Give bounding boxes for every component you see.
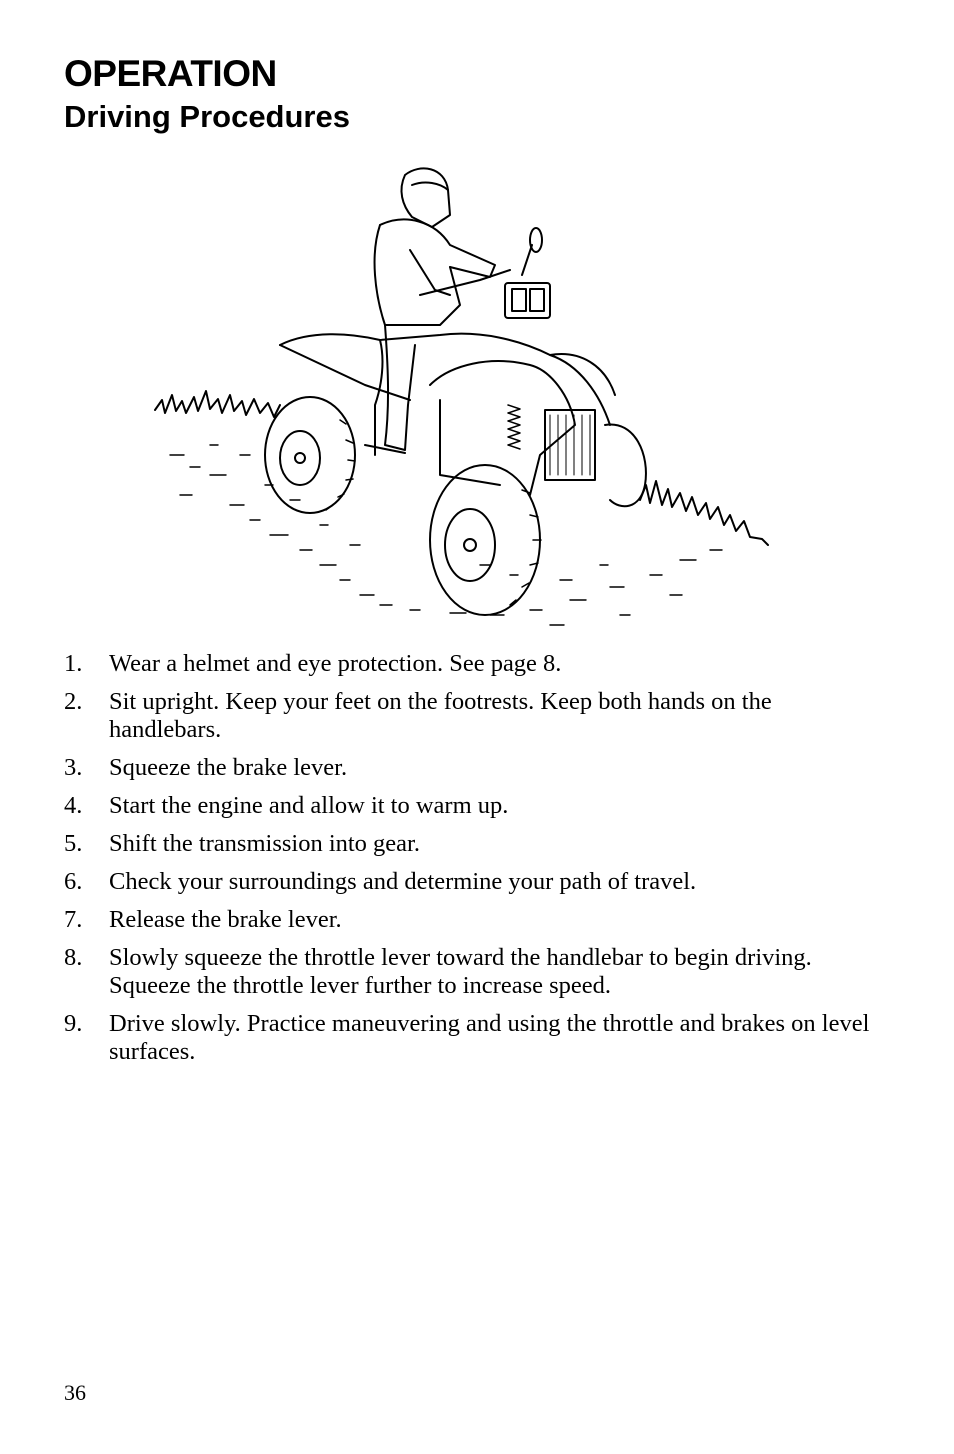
step-number: 3. xyxy=(64,754,83,781)
step-text: Release the brake lever. xyxy=(109,906,342,933)
step-text: Sit upright. Keep your feet on the footrests. Keep both hands on the handlebars. xyxy=(109,688,772,743)
list-item xyxy=(64,792,884,820)
list-item xyxy=(64,754,884,782)
list-item xyxy=(64,1010,884,1066)
step-number: 7. xyxy=(64,906,83,933)
step-text: Shift the transmission into gear. xyxy=(109,830,420,857)
step-text: Squeeze the brake lever. xyxy=(109,754,348,781)
step-number: 9. xyxy=(64,1010,83,1037)
list-item xyxy=(64,868,884,896)
section-title: OPERATION xyxy=(64,53,277,94)
atv-rider-illustration xyxy=(150,155,790,630)
driving-steps-list xyxy=(64,650,884,1076)
step-number: 8. xyxy=(64,944,83,971)
step-number: 2. xyxy=(64,688,83,715)
list-item xyxy=(64,830,884,858)
page-subtitle: Driving Procedures xyxy=(64,99,350,134)
step-number: 4. xyxy=(64,792,83,819)
step-text: Slowly squeeze the throttle lever toward the handlebar to begin driving. Squeeze the throttle lever further to increase speed. xyxy=(109,944,812,999)
step-text: Wear a helmet and eye protection. See page 8. xyxy=(109,650,562,677)
list-item xyxy=(64,944,884,1000)
step-text: Check your surroundings and determine your path of travel. xyxy=(109,868,697,895)
step-text: Start the engine and allow it to warm up. xyxy=(109,792,509,819)
list-item xyxy=(64,650,884,678)
list-item xyxy=(64,906,884,934)
step-number: 6. xyxy=(64,868,83,895)
list-item xyxy=(64,688,884,744)
step-number: 1. xyxy=(64,650,83,677)
page-number: 36 xyxy=(64,1380,86,1405)
step-text: Drive slowly. Practice maneuvering and using the throttle and brakes on level surfaces. xyxy=(109,1010,870,1065)
step-number: 5. xyxy=(64,830,83,857)
